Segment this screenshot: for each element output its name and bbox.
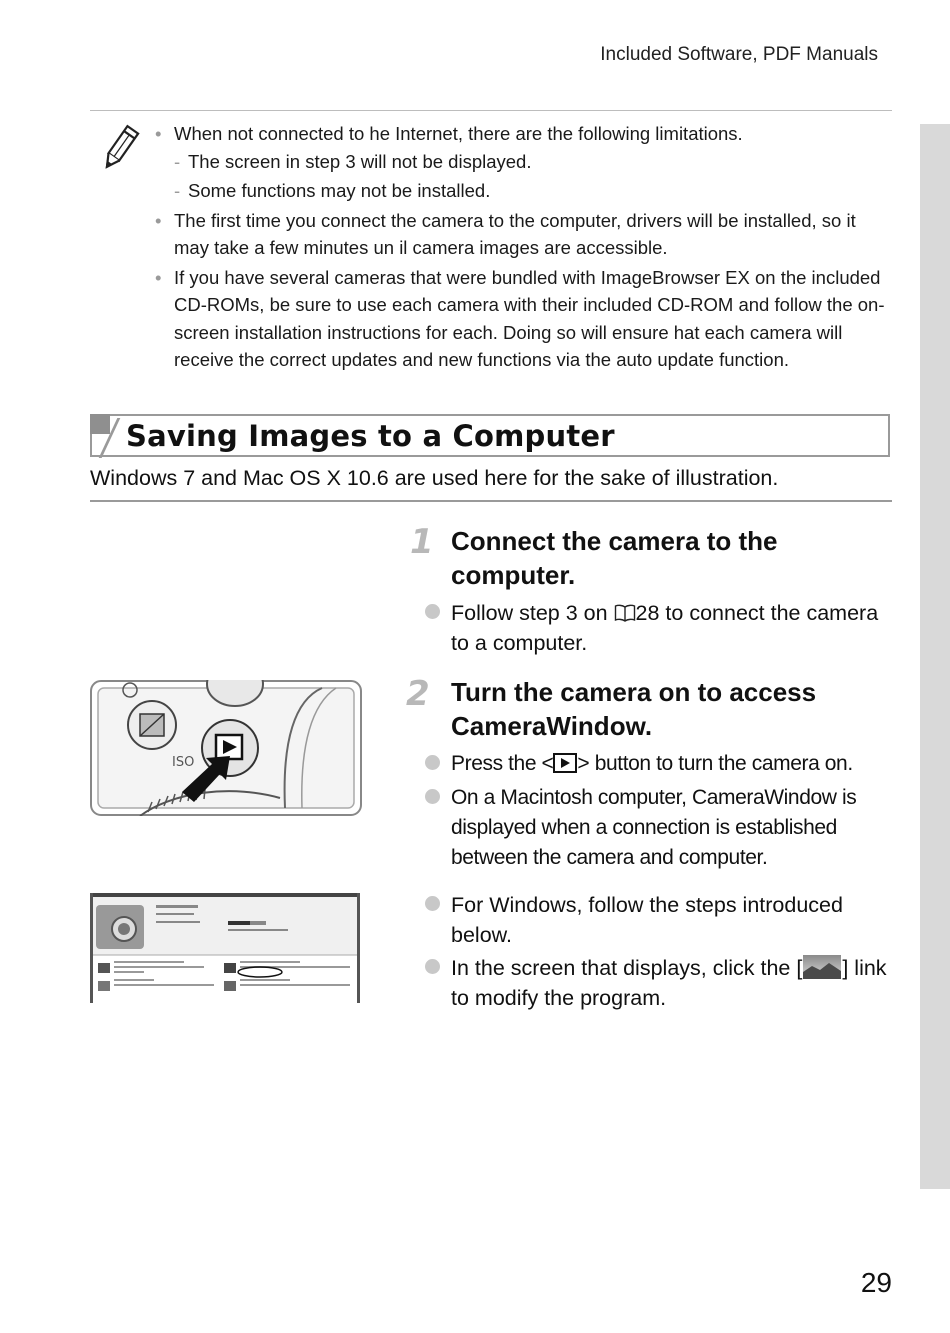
bullet-dot: • bbox=[155, 123, 162, 144]
step-bullet bbox=[425, 749, 895, 779]
step-title: Connect the camera to the computer. bbox=[451, 526, 778, 590]
step-bullets bbox=[425, 749, 895, 873]
bullet-circle bbox=[425, 959, 440, 974]
running-header: Included Software, PDF Manuals bbox=[600, 44, 878, 65]
camera-back-illustration bbox=[90, 680, 362, 816]
bullet-circle bbox=[425, 755, 440, 770]
note-subitem bbox=[155, 177, 885, 205]
step-bullet bbox=[425, 783, 895, 873]
bullet-circle bbox=[425, 604, 440, 619]
bullet-dot: • bbox=[155, 209, 162, 231]
dash-marker: - bbox=[174, 150, 181, 172]
iso-label: ISO bbox=[172, 755, 195, 770]
camerawindow-screenshot bbox=[90, 893, 360, 1003]
note-item bbox=[155, 120, 885, 148]
section-divider bbox=[90, 500, 892, 502]
header-divider bbox=[90, 110, 892, 111]
bullet-text: > button to turn the camera on. bbox=[577, 752, 853, 775]
note-item bbox=[155, 207, 885, 262]
pencil-icon bbox=[98, 124, 142, 174]
bullet-dot: • bbox=[155, 266, 162, 288]
note-text: The first time you connect the camera to the computer, drivers will be installed, so it may take a few minutes un il camera images are accessible. bbox=[174, 209, 856, 258]
step-number: 2 bbox=[406, 674, 430, 714]
note-item bbox=[155, 264, 885, 374]
bullet-text: 28 to connect the camera to a computer. bbox=[451, 601, 879, 655]
bullet-text: For Windows, follow the steps introduced below. bbox=[451, 893, 843, 947]
step-bullet bbox=[425, 953, 895, 1013]
step-number: 1 bbox=[410, 522, 434, 562]
section-title: Saving Images to a Computer bbox=[126, 419, 615, 453]
play-button-icon bbox=[553, 753, 577, 773]
step-bullets bbox=[425, 598, 885, 658]
section-corner-mark bbox=[90, 414, 110, 434]
bullet-circle bbox=[425, 789, 440, 804]
bullet-text: In the screen that displays, click the [ bbox=[451, 956, 803, 980]
note-text: If you have several cameras that were bundled with ImageBrowser EX on the included CD-ROMs, be sure to use each camera with their included CD-ROM and follow the on-screen installation instructions for each. Doing so will ensure hat each camera will receive the correct updates and new functions via the auto update function. bbox=[174, 266, 885, 370]
dash-marker: - bbox=[174, 180, 181, 201]
bullet-text: ] link to modify the program. bbox=[451, 956, 887, 1010]
note-subitem bbox=[155, 148, 885, 176]
page-number: 29 bbox=[860, 1267, 892, 1298]
note-subitem-text: Some functions may not be installed. bbox=[188, 180, 491, 201]
photo-thumbnail-icon bbox=[802, 954, 842, 980]
step-bullets bbox=[425, 890, 895, 1013]
bullet-text: On a Macintosh computer, CameraWindow is displayed when a connection is established between the camera and computer. bbox=[451, 786, 857, 869]
step-title: Turn the camera on to access CameraWindow. bbox=[451, 677, 817, 741]
book-icon bbox=[614, 603, 636, 623]
chapter-side-tab bbox=[920, 124, 950, 1189]
note-subitem-text: The screen in step 3 will not be displayed. bbox=[188, 150, 532, 172]
bullet-text: Press the < bbox=[451, 752, 554, 775]
step-bullet bbox=[425, 598, 885, 658]
notes-list bbox=[155, 120, 885, 374]
step-bullet bbox=[425, 890, 895, 950]
bullet-circle bbox=[425, 896, 440, 911]
section-subtitle: Windows 7 and Mac OS X 10.6 are used here for the sake of illustration. bbox=[90, 466, 779, 490]
bullet-text: Follow step 3 on bbox=[451, 601, 614, 625]
note-text: When not connected to he Internet, there are the following limitations. bbox=[174, 123, 743, 144]
